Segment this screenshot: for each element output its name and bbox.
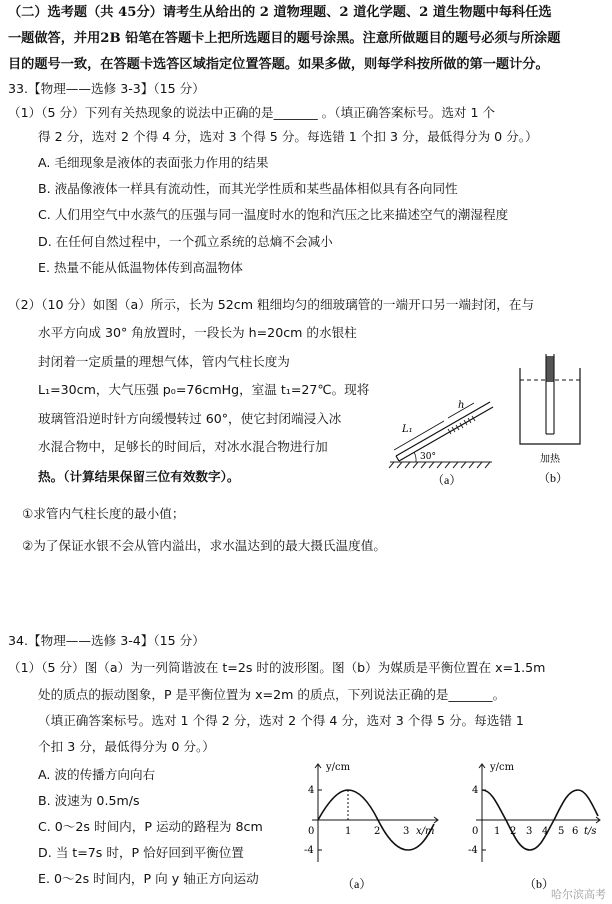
ground-hatch bbox=[389, 462, 492, 468]
q33-subquestion-2: ②为了保证水银不会从管内溢出，求水温达到的最大摄氏温度值。 bbox=[22, 538, 386, 553]
graph-a-x-label: x/m bbox=[416, 826, 435, 837]
q33-part2-line-5: 玻璃管沿逆时针方向缓慢转过 60°，使它封闭端浸入冰 bbox=[38, 411, 342, 426]
caption-a: （a） bbox=[432, 473, 462, 487]
q33-title: 33.【物理——选修 3-3】（15 分） bbox=[8, 81, 205, 96]
caption-b: （b） bbox=[538, 471, 569, 485]
q33-part2-line-7: 热。（计算结果保留三位有效数字）。 bbox=[38, 469, 240, 484]
q33-figure-a bbox=[386, 390, 496, 490]
instructions-line-3: 目的题号一致，在答题卡选答区域指定位置答题。如果多做，则每学科按所做的第一题计分。 bbox=[8, 57, 549, 72]
q33-part1-line-2: 得 2 分，选对 2 个得 4 分，选对 3 个得 5 分。每选错 1 个扣 3 分，最低得分为 0 分。） bbox=[38, 129, 538, 144]
graph-a-y-label: y/cm bbox=[326, 762, 351, 773]
graph-a-xtick-3: 3 bbox=[403, 826, 410, 837]
q34-graph-b bbox=[466, 758, 606, 898]
q34-line-2: 处的质点的振动图象，P 是平衡位置为 x=2m 的质点，下列说法正确的是_______。 bbox=[38, 687, 506, 702]
q33-part2-line-3: 封闭着一定质量的理想气体，管内气柱长度为 bbox=[38, 354, 290, 369]
label-h: h bbox=[458, 400, 465, 411]
q34-title: 34.【物理——选修 3-4】（15 分） bbox=[8, 633, 205, 648]
q33-part2-line-1: （2）（10 分）如图（a）所示，长为 52cm 粗细均匀的细玻璃管的一端开口另一端封闭，在与 bbox=[8, 297, 535, 312]
graph-b-xtick-5: 5 bbox=[558, 826, 565, 837]
q34-option-d: D. 当 t=7s 时，P 恰好回到平衡位置 bbox=[38, 845, 244, 860]
graph-a-xtick-1: 1 bbox=[345, 826, 352, 837]
q34-option-c: C. 0～2s 时间内，P 运动的路程为 8cm bbox=[38, 819, 263, 834]
graph-b-y-label: y/cm bbox=[490, 762, 515, 773]
graph-b-x-label: t/s bbox=[584, 826, 597, 837]
label-angle: 30° bbox=[420, 452, 436, 462]
q33-part1-line-1: （1）（5 分）下列有关热现象的说法中正确的是_______ 。（填正确答案标号。选对 1 个 bbox=[8, 105, 496, 120]
graph-b-xtick-1: 1 bbox=[494, 826, 501, 837]
graph-b-xtick-4: 4 bbox=[542, 826, 549, 837]
q33-option-c: C. 人们用空气中水蒸气的压强与同一温度时水的饱和汽压之比来描述空气的潮湿程度 bbox=[38, 207, 509, 222]
watermark: 哈尔滨高考 bbox=[551, 888, 606, 901]
instructions-line-2: 一题做答，并用2B 铅笔在答题卡上把所选题目的题号涂黑。注意所做题目的题号必须与所涂题 bbox=[8, 31, 561, 46]
graph-b-ytick-pos: 4 bbox=[472, 785, 479, 796]
graph-b-caption: （b） bbox=[524, 877, 555, 891]
graph-a-xtick-0: 0 bbox=[308, 826, 315, 837]
q34-graph-a bbox=[296, 758, 444, 898]
q34-line-4: 个扣 3 分，最低得分为 0 分。） bbox=[38, 739, 215, 754]
graph-b-ytick-neg: -4 bbox=[468, 845, 478, 856]
q33-option-e: E. 热量不能从低温物体传到高温物体 bbox=[38, 260, 243, 275]
q34-line-1: （1）（5 分）图（a）为一列简谐波在 t=2s 时的波形图。图（b）为媒质是平衡位置在 x=1.5m bbox=[8, 660, 546, 675]
graph-b-xtick-2: 2 bbox=[510, 826, 517, 837]
q33-option-d: D. 在任何自然过程中，一个孤立系统的总熵不会减小 bbox=[38, 234, 333, 249]
graph-a-ytick-pos: 4 bbox=[308, 785, 315, 796]
q33-option-a: A. 毛细现象是液体的表面张力作用的结果 bbox=[38, 155, 269, 170]
q34-line-3: （填正确答案标号。选对 1 个得 2 分，选对 2 个得 4 分，选对 3 个得 5 分。每选错 1 bbox=[38, 713, 524, 728]
test-tube bbox=[546, 354, 554, 434]
q33-part2-line-2: 水平方向成 30° 角放置时，一段长为 h=20cm 的水银柱 bbox=[38, 325, 357, 340]
instructions-line-1: （二）选考题（共 45分）请考生从给出的 2 道物理题、2 道化学题、2 道生物题中每科任选 bbox=[8, 5, 552, 20]
q33-part2-line-6: 水混合物中，足够长的时间后，对冰水混合物进行加 bbox=[38, 439, 328, 454]
graph-b-xtick-0: 0 bbox=[472, 826, 479, 837]
graph-a-caption: （a） bbox=[342, 877, 372, 891]
graph-b-xtick-3: 3 bbox=[526, 826, 533, 837]
q34-option-e: E. 0～2s 时间内，P 向 y 轴正方向运动 bbox=[38, 871, 259, 886]
q33-part2-line-4: L₁=30cm，大气压强 p₀=76cmHg，室温 t₁=27℃。现将 bbox=[38, 382, 370, 397]
q33-figure-b bbox=[510, 340, 602, 490]
graph-b-xtick-6: 6 bbox=[572, 826, 579, 837]
graph-a-xtick-2: 2 bbox=[374, 826, 381, 837]
q34-option-a: A. 波的传播方向向右 bbox=[38, 767, 156, 782]
label-l1: L₁ bbox=[402, 424, 413, 435]
heat-label: 加热 bbox=[540, 454, 560, 465]
graph-a-ytick-neg: -4 bbox=[304, 845, 314, 856]
q33-option-b: B. 液晶像液体一样具有流动性，而其光学性质和某些晶体相似具有各向同性 bbox=[38, 181, 458, 196]
q34-option-b: B. 波速为 0.5m/s bbox=[38, 793, 140, 808]
q33-subquestion-1: ①求管内气柱长度的最小值； bbox=[22, 506, 185, 521]
